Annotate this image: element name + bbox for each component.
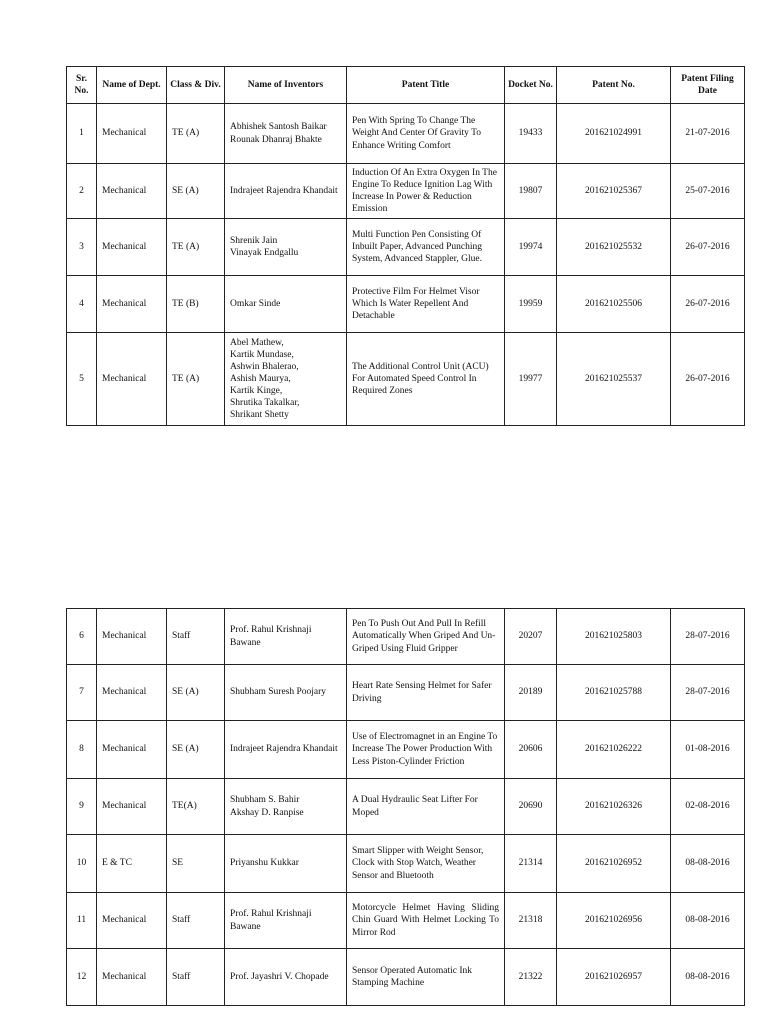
docket-no-cell: 21314 (505, 835, 557, 893)
inventor-name: Omkar Sinde (230, 298, 281, 309)
dept-cell: Mechanical (97, 779, 167, 835)
dept-cell: Mechanical (97, 949, 167, 1006)
docket-no-cell: 19433 (505, 104, 557, 164)
inventor-name: Shrenik Jain (230, 235, 278, 246)
sr-no-cell: 8 (67, 721, 97, 779)
class-cell: Staff (167, 609, 225, 665)
patent-no-cell: 201621026957 (557, 949, 671, 1006)
docket-no-cell: 19974 (505, 219, 557, 276)
table-row (67, 164, 745, 219)
inventors-cell (225, 949, 347, 1006)
header-patent-no: Patent No. (557, 67, 671, 104)
class-cell: Staff (167, 949, 225, 1006)
table-row (67, 219, 745, 276)
inventor-name: Prof. Rahul Krishnaji Bawane (230, 625, 312, 648)
patent-no-cell: 201621026952 (557, 835, 671, 893)
table-2-body (67, 609, 745, 1006)
inventor-name: Rounak Dhanraj Bhakte (230, 134, 322, 145)
inventor-name: Akshay D. Ranpise (230, 807, 304, 818)
filing-date-cell: 26-07-2016 (671, 333, 745, 426)
table-1-body (67, 104, 745, 426)
class-cell: SE (167, 835, 225, 893)
inventors-cell (225, 219, 347, 276)
docket-no-cell: 21322 (505, 949, 557, 1006)
filing-date-cell: 28-07-2016 (671, 609, 745, 665)
sr-no-cell: 6 (67, 609, 97, 665)
filing-date-cell: 28-07-2016 (671, 665, 745, 721)
inventor-name: Shubham Suresh Poojary (230, 687, 327, 698)
class-cell: SE (A) (167, 721, 225, 779)
inventors-cell (225, 893, 347, 949)
class-cell: TE (A) (167, 219, 225, 276)
docket-no-cell: 19807 (505, 164, 557, 219)
inventors-cell (225, 333, 347, 426)
header-patent-title: Patent Title (347, 67, 505, 104)
table-row (67, 721, 745, 779)
inventor-name: Abel Mathew, (230, 337, 284, 348)
patent-no-cell: 201621026222 (557, 721, 671, 779)
patent-title-cell: Sensor Operated Automatic Ink Stamping Machine (347, 949, 505, 1006)
inventors-cell (225, 721, 347, 779)
patent-title-cell: Motorcycle Helmet Having Sliding Chin Guard With Helmet Locking To Mirror Rod (347, 893, 505, 949)
dept-cell: Mechanical (97, 219, 167, 276)
header-sr-no: Sr. No. (67, 67, 97, 104)
table-row (67, 835, 745, 893)
sr-no-cell: 5 (67, 333, 97, 426)
filing-date-cell: 26-07-2016 (671, 276, 745, 333)
table-row (67, 104, 745, 164)
class-cell: TE(A) (167, 779, 225, 835)
inventor-name: Abhishek Santosh Baikar (230, 122, 327, 133)
filing-date-cell: 01-08-2016 (671, 721, 745, 779)
dept-cell: Mechanical (97, 665, 167, 721)
inventors-cell (225, 164, 347, 219)
inventors-cell (225, 779, 347, 835)
patent-title-cell: A Dual Hydraulic Seat Lifter For Moped (347, 779, 505, 835)
inventor-name: Ashwin Bhalerao, (230, 361, 299, 372)
patent-title-cell: Heart Rate Sensing Helmet for Safer Driving (347, 665, 505, 721)
inventor-name: Prof. Rahul Krishnaji Bawane (230, 909, 312, 932)
class-cell: SE (A) (167, 665, 225, 721)
table-row (67, 665, 745, 721)
inventor-name: Ashish Maurya, (230, 373, 291, 384)
class-cell: Staff (167, 893, 225, 949)
inventor-name: Indrajeet Rajendra Khandait (230, 744, 338, 755)
sr-no-cell: 7 (67, 665, 97, 721)
inventors-cell (225, 104, 347, 164)
inventors-cell (225, 835, 347, 893)
filing-date-cell: 25-07-2016 (671, 164, 745, 219)
table-row (67, 893, 745, 949)
docket-no-cell: 20207 (505, 609, 557, 665)
patent-title-cell: Protective Film For Helmet Visor Which Is Water Repellent And Detachable (347, 276, 505, 333)
table-row (67, 779, 745, 835)
class-cell: TE (B) (167, 276, 225, 333)
dept-cell: Mechanical (97, 893, 167, 949)
inventor-name: Indrajeet Rajendra Khandait (230, 185, 338, 196)
table-row (67, 949, 745, 1006)
patent-no-cell: 201621025537 (557, 333, 671, 426)
class-cell: TE (A) (167, 333, 225, 426)
patent-title-cell: Smart Slipper with Weight Sensor, Clock with Stop Watch, Weather Sensor and Bluetooth (347, 835, 505, 893)
patent-title-cell: The Additional Control Unit (ACU) For Automated Speed Control In Required Zones (347, 333, 505, 426)
sr-no-cell: 1 (67, 104, 97, 164)
filing-date-cell: 08-08-2016 (671, 835, 745, 893)
header-class: Class & Div. (167, 67, 225, 104)
table-row (67, 276, 745, 333)
patent-title-cell: Use of Electromagnet in an Engine To Increase The Power Production With Less Piston-Cylinder Friction (347, 721, 505, 779)
filing-date-cell: 26-07-2016 (671, 219, 745, 276)
sr-no-cell: 3 (67, 219, 97, 276)
inventor-name: Shrikant Shetty (230, 410, 289, 421)
sr-no-cell: 9 (67, 779, 97, 835)
docket-no-cell: 20189 (505, 665, 557, 721)
patent-no-cell: 201621025367 (557, 164, 671, 219)
header-docket-no: Docket No. (505, 67, 557, 104)
dept-cell: Mechanical (97, 164, 167, 219)
inventor-name: Kartik Mundase, (230, 349, 294, 360)
patent-no-cell: 201621025506 (557, 276, 671, 333)
filing-date-cell: 08-08-2016 (671, 949, 745, 1006)
docket-no-cell: 19977 (505, 333, 557, 426)
patent-table-2 (66, 608, 745, 1006)
docket-no-cell: 20690 (505, 779, 557, 835)
sr-no-cell: 4 (67, 276, 97, 333)
class-cell: TE (A) (167, 104, 225, 164)
patent-no-cell: 201621024991 (557, 104, 671, 164)
sr-no-cell: 2 (67, 164, 97, 219)
sr-no-cell: 11 (67, 893, 97, 949)
inventor-name: Shrutika Takalkar, (230, 398, 300, 409)
inventor-name: Kartik Kinge, (230, 386, 283, 397)
docket-no-cell: 20606 (505, 721, 557, 779)
dept-cell: Mechanical (97, 104, 167, 164)
sr-no-cell: 12 (67, 949, 97, 1006)
inventors-cell (225, 276, 347, 333)
inventors-cell (225, 609, 347, 665)
filing-date-cell: 21-07-2016 (671, 104, 745, 164)
dept-cell: Mechanical (97, 721, 167, 779)
patent-no-cell: 201621025788 (557, 665, 671, 721)
patent-no-cell: 201621025803 (557, 609, 671, 665)
docket-no-cell: 19959 (505, 276, 557, 333)
dept-cell: E & TC (97, 835, 167, 893)
filing-date-cell: 08-08-2016 (671, 893, 745, 949)
header-dept: Name of Dept. (97, 67, 167, 104)
inventor-name: Priyanshu Kukkar (230, 858, 299, 869)
patent-table-1 (66, 66, 745, 426)
docket-no-cell: 21318 (505, 893, 557, 949)
filing-date-cell: 02-08-2016 (671, 779, 745, 835)
header-inventors: Name of Inventors (225, 67, 347, 104)
table-row (67, 609, 745, 665)
inventor-name: Vinayak Endgallu (230, 248, 299, 258)
dept-cell: Mechanical (97, 333, 167, 426)
patent-no-cell: 201621026326 (557, 779, 671, 835)
patent-title-cell: Induction Of An Extra Oxygen In The Engine To Reduce Ignition Lag With Increase In Power & Reduction Emission (347, 164, 505, 219)
header-filing-date: Patent Filing Date (671, 67, 745, 104)
inventors-cell (225, 665, 347, 721)
inventor-name: Shubham S. Bahir (230, 795, 300, 806)
patent-no-cell: 201621025532 (557, 219, 671, 276)
dept-cell: Mechanical (97, 609, 167, 665)
sr-no-cell: 10 (67, 835, 97, 893)
table-row (67, 333, 745, 426)
patent-title-cell: Pen To Push Out And Pull In Refill Automatically When Griped And Un-Griped Using Fluid Gripper (347, 609, 505, 665)
header-row (67, 67, 745, 104)
patent-title-cell: Pen With Spring To Change The Weight And Center Of Gravity To Enhance Writing Comfort (347, 104, 505, 164)
patent-title-cell: Multi Function Pen Consisting Of Inbuilt Paper, Advanced Punching System, Advanced Stappler, Glue. (347, 219, 505, 276)
inventor-name: Prof. Jayashri V. Chopade (230, 971, 329, 982)
dept-cell: Mechanical (97, 276, 167, 333)
class-cell: SE (A) (167, 164, 225, 219)
patent-no-cell: 201621026956 (557, 893, 671, 949)
